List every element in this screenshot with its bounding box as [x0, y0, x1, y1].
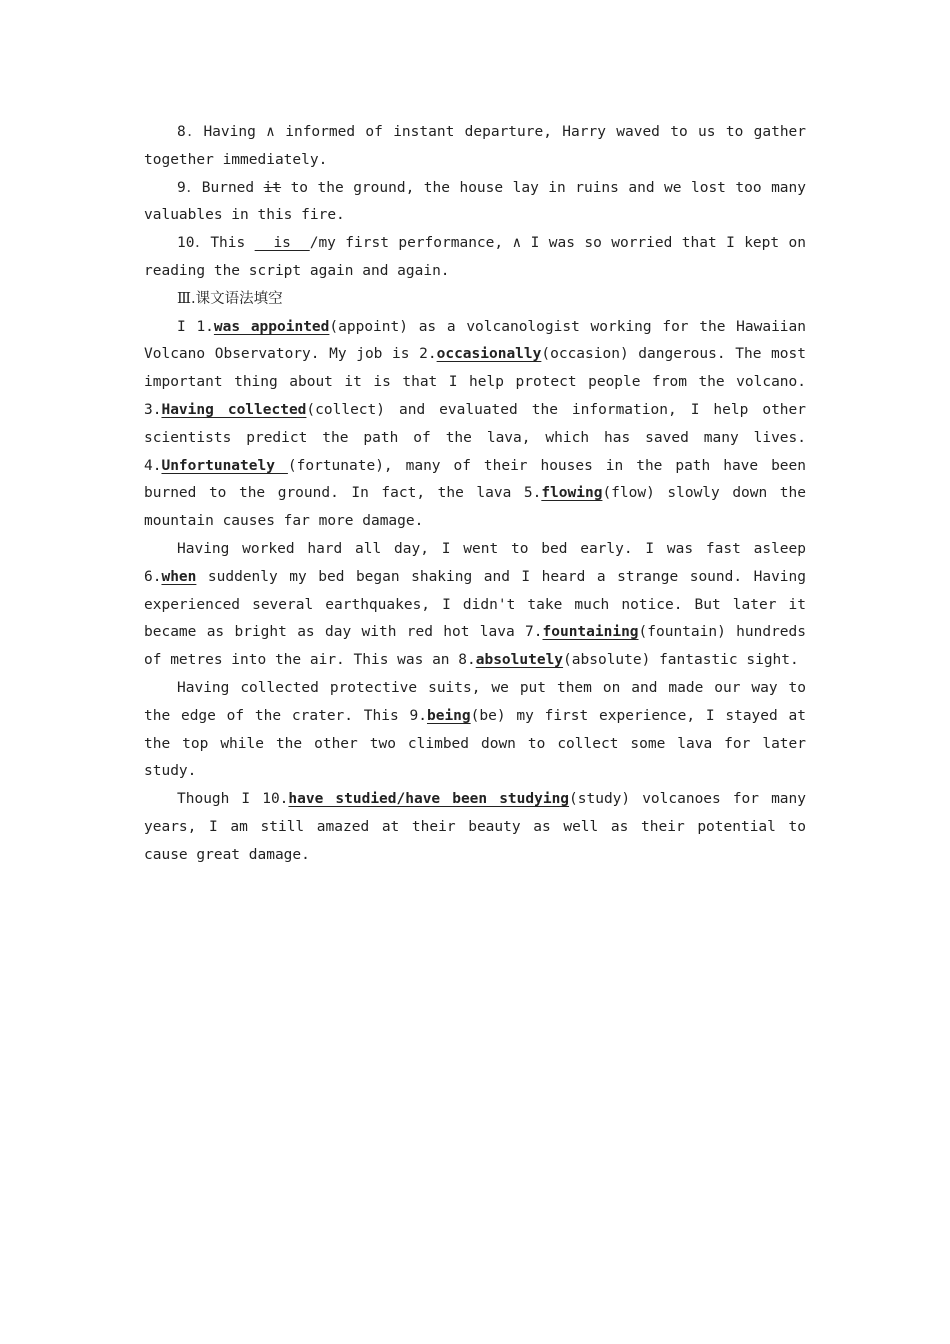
passage-paragraph-2 — [144, 536, 806, 675]
passage-text: (flow) slowly down the mountain causes far more damage. — [144, 485, 806, 530]
document-page — [144, 119, 806, 870]
item-number: 10． — [177, 235, 211, 252]
passage-text: (collect) and evaluated the information, I help other scientists predict the path of the lava, which has saved many lives. 4. — [144, 401, 806, 474]
passage-text: suddenly my bed began shaking and I heard a strange sound. Having experienced several earthquakes, I didn't take much notice. But later it became as bright as day with red hot lava 7. — [144, 568, 806, 641]
item-text: informed of instant departure, Harry waved to us to gather together immediately. — [144, 124, 807, 168]
answer-4: Unfortunately — [161, 457, 288, 474]
item-text: This — [210, 235, 255, 252]
answer-10: have studied/have been studying — [288, 791, 570, 808]
correction-item-10 — [144, 230, 806, 286]
inserted-word: is — [254, 235, 310, 252]
passage-text: Though I 10. — [177, 791, 289, 808]
passage-text: (be) my first experience, I stayed at the top while the other two climbed down to collect some lava for later study. — [144, 707, 806, 780]
item-text: Having — [203, 124, 267, 140]
answer-1: was appointed — [213, 318, 330, 335]
item-number: 8． — [177, 124, 204, 140]
section-heading: Ⅲ.课文语法填空 — [177, 290, 283, 307]
deleted-word: it — [263, 179, 282, 196]
passage-text: (study) volcanoes for many years, I am still amazed at their beauty as well as their potential to cause great damage. — [144, 791, 806, 863]
answer-5: flowing — [541, 485, 603, 502]
item-text: Burned — [201, 179, 264, 196]
answer-9: being — [426, 707, 471, 724]
insertion-caret: ∧ — [266, 124, 275, 140]
answer-3: Having collected — [161, 401, 307, 418]
answer-6: when — [161, 568, 197, 585]
item-number: 9． — [177, 179, 202, 196]
passage-paragraph-3 — [144, 675, 806, 786]
passage-text: (appoint) as a volcanologist working for the Hawaiian Volcano Observatory. My job is 2. — [144, 318, 806, 363]
answer-2: occasionally — [436, 346, 542, 363]
passage-text: (fountain) hundreds of metres into the air. This was an 8. — [144, 624, 806, 669]
passage-text: I 1. — [177, 318, 214, 335]
correction-item-9 — [144, 175, 806, 231]
passage-text: Having worked hard all day, I went to bed early. I was fast asleep 6. — [144, 540, 806, 585]
passage-text: (fortunate), many of their houses in the path have been burned to the ground. In fact, the lava 5. — [144, 457, 806, 502]
passage-text: Having collected protective suits, we put them on and made our way to the edge of the crater. This 9. — [144, 679, 806, 724]
passage-text: (occasion) dangerous. The most important thing about it is that I help protect people from the volcano. 3. — [144, 346, 806, 418]
answer-7: fountaining — [542, 624, 639, 641]
passage-text: (absolute) fantastic sight. — [563, 652, 799, 669]
passage-paragraph-1 — [144, 314, 806, 536]
correction-item-8 — [144, 119, 806, 175]
answer-8: absolutely — [475, 652, 564, 669]
passage-paragraph-4 — [144, 786, 806, 869]
item-text: to the ground, the house lay in ruins and we lost too many valuables in this fire. — [144, 179, 806, 224]
item-text: /my first performance, ∧ I was so worried that I kept on reading the script again and again. — [144, 235, 806, 279]
